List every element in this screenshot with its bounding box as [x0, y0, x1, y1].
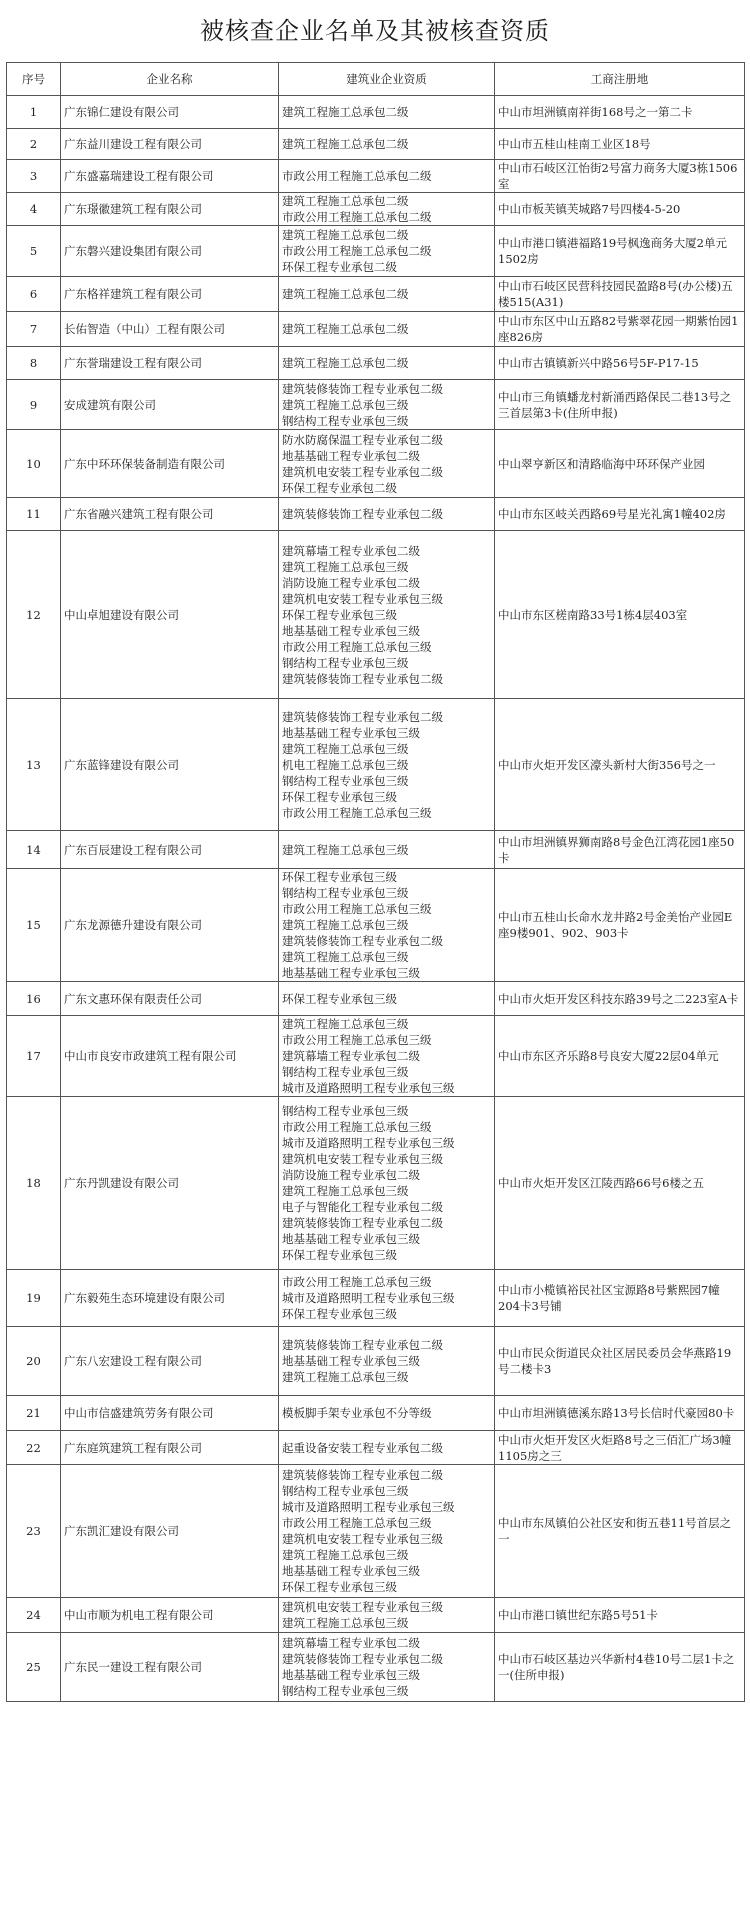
registered-address: 中山市五桂山桂南工业区18号: [495, 129, 745, 160]
qualification-item: 市政公用工程施工总承包二级: [282, 244, 432, 258]
qualification-item: 建筑机电安装工程专业承包三级: [282, 1532, 443, 1546]
row-index: 9: [7, 380, 61, 430]
company-name: 广东益川建设工程有限公司: [61, 129, 279, 160]
row-index: 3: [7, 160, 61, 193]
qualification-item: 建筑装修装饰工程专业承包二级: [282, 1652, 443, 1666]
registered-address: 中山市三角镇蟠龙村新涌西路保民二巷13号之三首层第3卡(住所申报): [495, 380, 745, 430]
qualification-item: 建筑幕墙工程专业承包二级: [282, 1636, 420, 1650]
header-registered-address: 工商注册地: [495, 63, 745, 96]
qualification-item: 市政公用工程施工总承包三级: [282, 1516, 432, 1530]
qualification-item: 建筑工程施工总承包三级: [282, 1184, 409, 1198]
qualification-item: 建筑工程施工总承包二级: [282, 356, 409, 370]
row-index: 1: [7, 96, 61, 129]
table-row: [7, 869, 745, 982]
registered-address: 中山市坦洲镇界狮南路8号金色江湾花园1座50卡: [495, 831, 745, 869]
registered-address: 中山市板芙镇芙城路7号四楼4-5-20: [495, 193, 745, 226]
qualification-item: 建筑装修装饰工程专业承包二级: [282, 671, 443, 686]
qualifications: [279, 347, 495, 380]
table-row: [7, 699, 745, 831]
qualifications: [279, 160, 495, 193]
registered-address: 中山市古镇镇新兴中路56号5F-P17-15: [495, 347, 745, 380]
qualification-item: 钢结构工程专业承包三级: [282, 886, 409, 900]
qualifications: [279, 1016, 495, 1097]
table-row: [7, 226, 745, 277]
qualifications: [279, 1598, 495, 1633]
qualification-item: 起重设备安装工程专业承包二级: [282, 1440, 443, 1455]
table-row: [7, 1431, 745, 1465]
qualification-item: 建筑装修装饰工程专业承包二级: [282, 507, 443, 521]
header-company-name: 企业名称: [61, 63, 279, 96]
qualification-item: 地基基础工程专业承包三级: [282, 966, 420, 980]
qualifications: [279, 312, 495, 347]
row-index: 19: [7, 1270, 61, 1327]
table-row: [7, 531, 745, 699]
page-title: 被核查企业名单及其被核查资质: [200, 17, 550, 45]
qualification-item: 建筑工程施工总承包三级: [282, 918, 409, 932]
row-index: 25: [7, 1633, 61, 1702]
table-row: [7, 1016, 745, 1097]
qualification-item: 建筑装修装饰工程专业承包二级: [282, 709, 443, 724]
table-row: [7, 129, 745, 160]
table-row: [7, 193, 745, 226]
qualification-item: 建筑工程施工总承包三级: [282, 1017, 409, 1031]
qualification-item: 地基基础工程专业承包三级: [282, 1564, 420, 1578]
qualifications: [279, 1327, 495, 1396]
row-index: 2: [7, 129, 61, 160]
registered-address: 中山市东区齐乐路8号良安大厦22层04单元: [495, 1016, 745, 1097]
qualification-item: 城市及道路照明工程专业承包三级: [282, 1081, 455, 1095]
row-index: 7: [7, 312, 61, 347]
registered-address: 中山市火炬开发区江陵西路66号6楼之五: [495, 1097, 745, 1270]
registered-address: 中山市港口镇世纪东路5号51卡: [495, 1598, 745, 1633]
qualification-item: 建筑工程施工总承包三级: [282, 1616, 409, 1630]
qualification-item: 建筑工程施工总承包三级: [282, 842, 409, 857]
table-row: [7, 1396, 745, 1431]
company-name: 广东磐兴建设集团有限公司: [61, 226, 279, 277]
qualification-item: 建筑工程施工总承包三级: [282, 950, 409, 964]
registered-address: 中山市火炬开发区濠头新村大街356号之一: [495, 699, 745, 831]
qualification-item: 建筑装修装饰工程专业承包二级: [282, 1338, 443, 1352]
qualification-item: 市政公用工程施工总承包三级: [282, 1275, 432, 1289]
company-name: 广东文惠环保有限责任公司: [61, 982, 279, 1016]
company-name: 广东百辰建设工程有限公司: [61, 831, 279, 869]
company-name: 中山市信盛建筑劳务有限公司: [61, 1396, 279, 1431]
qualifications: [279, 430, 495, 498]
qualification-item: 地基基础工程专业承包二级: [282, 448, 420, 463]
qualifications: [279, 1396, 495, 1431]
table-row: [7, 1598, 745, 1633]
qualification-item: 建筑装修装饰工程专业承包二级: [282, 1468, 443, 1482]
table-row: [7, 1327, 745, 1396]
company-name: 广东龙源德升建设有限公司: [61, 869, 279, 982]
header-index: 序号: [7, 63, 61, 96]
qualification-item: 环保工程专业承包三级: [282, 991, 397, 1006]
qualification-item: 地基基础工程专业承包三级: [282, 1232, 420, 1246]
qualification-item: 建筑工程施工总承包二级: [282, 137, 409, 151]
company-name: 中山市顺为机电工程有限公司: [61, 1598, 279, 1633]
qualifications: [279, 498, 495, 531]
company-name: 广东中环环保装备制造有限公司: [61, 430, 279, 498]
registered-address: 中山市东区中山五路82号紫翠花园一期紫怡园1座826房: [495, 312, 745, 347]
qualification-item: 机电工程施工总承包三级: [282, 757, 409, 772]
row-index: 12: [7, 531, 61, 699]
qualification-item: 市政公用工程施工总承包三级: [282, 1120, 432, 1134]
registered-address: 中山市石岐区基边兴华新村4巷10号二层1卡之一(住所申报): [495, 1633, 745, 1702]
qualification-item: 建筑幕墙工程专业承包二级: [282, 1049, 420, 1063]
qualification-item: 建筑装修装饰工程专业承包二级: [282, 934, 443, 948]
row-index: 6: [7, 277, 61, 312]
table-row: [7, 312, 745, 347]
row-index: 21: [7, 1396, 61, 1431]
qualifications: [279, 226, 495, 277]
qualification-item: 建筑工程施工总承包二级: [282, 287, 409, 301]
qualification-item: 地基基础工程专业承包三级: [282, 1354, 420, 1368]
company-table: [6, 62, 745, 1702]
qualifications: [279, 96, 495, 129]
header-qualifications: 建筑业企业资质: [279, 63, 495, 96]
header-row: [7, 63, 745, 96]
qualification-item: 市政公用工程施工总承包二级: [282, 169, 432, 183]
row-index: 18: [7, 1097, 61, 1270]
qualification-item: 环保工程专业承包三级: [282, 789, 397, 804]
company-name: 广东誉瑞建设工程有限公司: [61, 347, 279, 380]
row-index: 11: [7, 498, 61, 531]
qualification-item: 地基基础工程专业承包三级: [282, 1668, 420, 1682]
table-row: [7, 1270, 745, 1327]
qualification-item: 建筑工程施工总承包三级: [282, 397, 409, 412]
qualification-item: 环保工程专业承包三级: [282, 607, 397, 622]
registered-address: 中山翠亨新区和清路临海中环环保产业园: [495, 430, 745, 498]
table-row: [7, 277, 745, 312]
qualification-item: 市政公用工程施工总承包三级: [282, 1033, 432, 1047]
registered-address: 中山市石岐区民营科技园民盈路8号(办公楼)五楼515(A31): [495, 277, 745, 312]
company-name: 广东锦仁建设有限公司: [61, 96, 279, 129]
qualification-item: 建筑幕墙工程专业承包二级: [282, 543, 420, 558]
registered-address: 中山市港口镇港福路19号枫逸商务大厦2单元1502房: [495, 226, 745, 277]
registered-address: 中山市石岐区江怡街2号富力商务大厦3栋1506室: [495, 160, 745, 193]
registered-address: 中山市民众街道民众社区居民委员会华燕路19号二楼卡3: [495, 1327, 745, 1396]
row-index: 5: [7, 226, 61, 277]
company-name: 广东民一建设工程有限公司: [61, 1633, 279, 1702]
qualification-item: 钢结构工程专业承包三级: [282, 1484, 409, 1498]
company-name: 广东丹凯建设有限公司: [61, 1097, 279, 1270]
row-index: 23: [7, 1465, 61, 1598]
qualifications: [279, 1270, 495, 1327]
qualification-item: 环保工程专业承包三级: [282, 1248, 397, 1262]
company-name: 广东省融兴建筑工程有限公司: [61, 498, 279, 531]
qualifications: [279, 277, 495, 312]
registered-address: 中山市坦洲镇德溪东路13号长信时代豪园80卡: [495, 1396, 745, 1431]
qualifications: [279, 982, 495, 1016]
qualification-item: 建筑工程施工总承包三级: [282, 1548, 409, 1562]
table-row: [7, 1097, 745, 1270]
company-name: 安成建筑有限公司: [61, 380, 279, 430]
row-index: 8: [7, 347, 61, 380]
qualification-item: 钢结构工程专业承包三级: [282, 655, 409, 670]
qualification-item: 建筑工程施工总承包二级: [282, 194, 409, 208]
qualification-item: 环保工程专业承包二级: [282, 480, 397, 495]
table-row: [7, 1465, 745, 1598]
qualification-item: 电子与智能化工程专业承包二级: [282, 1200, 443, 1214]
qualification-item: 环保工程专业承包二级: [282, 260, 397, 274]
company-name: 广东八宏建设工程有限公司: [61, 1327, 279, 1396]
qualification-item: 建筑机电安装工程专业承包三级: [282, 591, 443, 606]
row-index: 13: [7, 699, 61, 831]
qualification-item: 环保工程专业承包三级: [282, 870, 397, 884]
qualification-item: 市政公用工程施工总承包三级: [282, 805, 432, 820]
qualification-item: 消防设施工程专业承包二级: [282, 575, 420, 590]
table-row: [7, 498, 745, 531]
company-name: 中山卓旭建设有限公司: [61, 531, 279, 699]
qualifications: [279, 1097, 495, 1270]
qualification-item: 钢结构工程专业承包三级: [282, 1065, 409, 1079]
qualification-item: 建筑工程施工总承包三级: [282, 741, 409, 756]
qualifications: [279, 129, 495, 160]
row-index: 17: [7, 1016, 61, 1097]
table-row: [7, 1633, 745, 1702]
qualifications: [279, 1465, 495, 1598]
qualifications: [279, 531, 495, 699]
qualifications: [279, 869, 495, 982]
table-row: [7, 96, 745, 129]
qualification-item: 市政公用工程施工总承包三级: [282, 902, 432, 916]
qualification-item: 钢结构工程专业承包三级: [282, 1104, 409, 1118]
table-row: [7, 831, 745, 869]
qualification-item: 建筑工程施工总承包二级: [282, 322, 409, 336]
registered-address: 中山市小榄镇裕民社区宝源路8号紫熙园7幢204卡3号铺: [495, 1270, 745, 1327]
registered-address: 中山市火炬开发区火炬路8号之三佰汇广场3幢1105房之三: [495, 1431, 745, 1465]
qualification-item: 市政公用工程施工总承包三级: [282, 639, 432, 654]
company-name: 广东庭筑建筑工程有限公司: [61, 1431, 279, 1465]
qualifications: [279, 193, 495, 226]
qualification-item: 建筑机电安装工程专业承包二级: [282, 464, 443, 479]
qualification-item: 建筑机电安装工程专业承包三级: [282, 1152, 443, 1166]
company-name: 广东凯汇建设有限公司: [61, 1465, 279, 1598]
company-name: 广东盛嘉瑞建设工程有限公司: [61, 160, 279, 193]
qualification-item: 建筑机电安装工程专业承包三级: [282, 1600, 443, 1614]
registered-address: 中山市东区岐关西路69号星光礼寓1幢402房: [495, 498, 745, 531]
company-name: 中山市良安市政建筑工程有限公司: [61, 1016, 279, 1097]
company-name: 广东格祥建筑工程有限公司: [61, 277, 279, 312]
company-name: 广东毅苑生态环境建设有限公司: [61, 1270, 279, 1327]
qualification-item: 钢结构工程专业承包三级: [282, 1684, 409, 1698]
table-row: [7, 430, 745, 498]
qualification-item: 消防设施工程专业承包二级: [282, 1168, 420, 1182]
registered-address: 中山市东凤镇伯公社区安和街五巷11号首层之一: [495, 1465, 745, 1598]
row-index: 14: [7, 831, 61, 869]
qualification-item: 防水防腐保温工程专业承包二级: [282, 432, 443, 447]
row-index: 22: [7, 1431, 61, 1465]
qualification-item: 建筑工程施工总承包二级: [282, 228, 409, 242]
registered-address: 中山市五桂山长命水龙井路2号金美怡产业园E座9楼901、902、903卡: [495, 869, 745, 982]
row-index: 4: [7, 193, 61, 226]
qualifications: [279, 1431, 495, 1465]
qualification-item: 地基基础工程专业承包三级: [282, 725, 420, 740]
table-row: [7, 160, 745, 193]
table-row: [7, 380, 745, 430]
row-index: 10: [7, 430, 61, 498]
registered-address: 中山市火炬开发区科技东路39号之二223室A卡: [495, 982, 745, 1016]
qualification-item: 建筑工程施工总承包二级: [282, 105, 409, 119]
qualification-item: 城市及道路照明工程专业承包三级: [282, 1291, 455, 1305]
qualification-item: 钢结构工程专业承包三级: [282, 773, 409, 788]
table-row: [7, 982, 745, 1016]
registered-address: 中山市坦洲镇南祥街168号之一第二卡: [495, 96, 745, 129]
qualifications: [279, 699, 495, 831]
qualification-item: 环保工程专业承包三级: [282, 1580, 397, 1594]
company-name: 广东蓝锋建设有限公司: [61, 699, 279, 831]
row-index: 16: [7, 982, 61, 1016]
qualification-item: 环保工程专业承包三级: [282, 1307, 397, 1321]
qualification-item: 建筑装修装饰工程专业承包二级: [282, 1216, 443, 1230]
qualification-item: 建筑装修装饰工程专业承包二级: [282, 381, 443, 396]
table-body: [7, 96, 745, 1702]
company-name: 长佑智造（中山）工程有限公司: [61, 312, 279, 347]
company-name: 广东璟徽建筑工程有限公司: [61, 193, 279, 226]
qualifications: [279, 380, 495, 430]
registered-address: 中山市东区槎南路33号1栋4层403室: [495, 531, 745, 699]
table-row: [7, 347, 745, 380]
qualification-item: 建筑工程施工总承包三级: [282, 1370, 409, 1384]
qualification-item: 市政公用工程施工总承包二级: [282, 210, 432, 224]
qualification-item: 建筑工程施工总承包三级: [282, 559, 409, 574]
row-index: 24: [7, 1598, 61, 1633]
qualification-item: 城市及道路照明工程专业承包三级: [282, 1136, 455, 1150]
qualifications: [279, 1633, 495, 1702]
row-index: 15: [7, 869, 61, 982]
qualification-item: 地基基础工程专业承包三级: [282, 623, 420, 638]
qualification-item: 城市及道路照明工程专业承包三级: [282, 1500, 455, 1514]
qualifications: [279, 831, 495, 869]
qualification-item: 模板脚手架专业承包不分等级: [282, 1406, 432, 1420]
row-index: 20: [7, 1327, 61, 1396]
qualification-item: 钢结构工程专业承包三级: [282, 413, 409, 428]
